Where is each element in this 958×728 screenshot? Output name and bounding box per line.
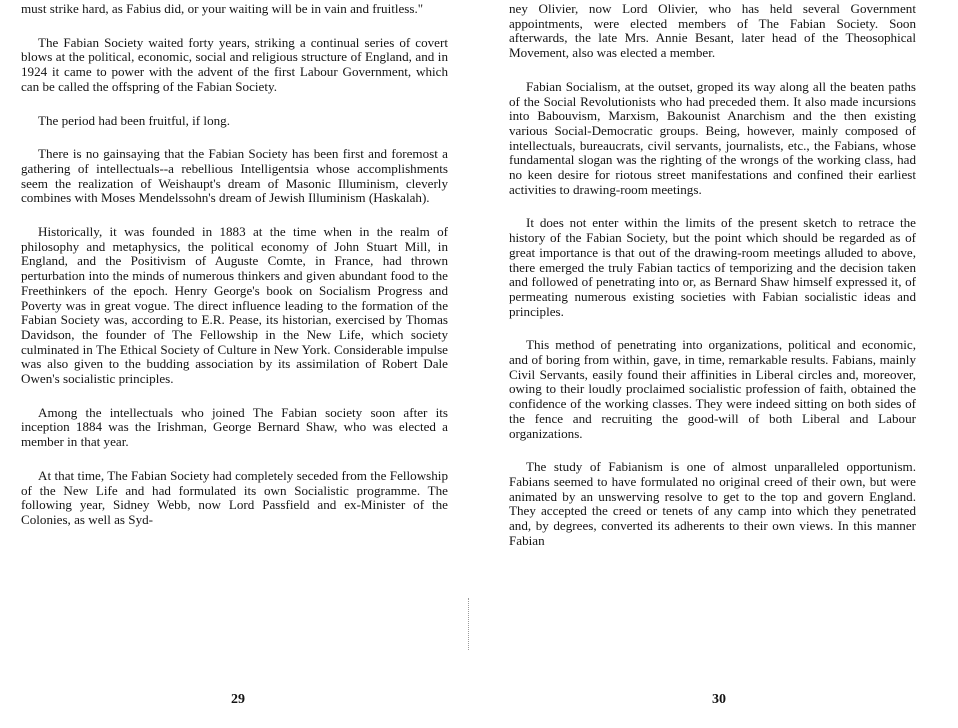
paragraph: There is no gainsaying that the Fabian Society has been first and foremost a gathering of intellectuals--a rebellious Intelligentsia whose accomplishments seem the realization of Weishaupt's dream of Masonic Illuminism, cleverly combines with Moses Mendelssohn's dream of Jewish Illuminism (Haskalah). — [21, 146, 448, 206]
gutter-mark — [468, 598, 470, 650]
paragraph: It does not enter within the limits of the present sketch to retrace the history of the Fabian Society, but the point which should be regarded as of great importance is that out of the drawing-room meetings alluded to above, there emerged the truly Fabian tactics of temporizing and the decision taken and followed of penetrating into or, as Bernard Shaw himself expressed it, of permeating numerous existing societies with Fabian socialistic ideas and principles. — [509, 215, 916, 319]
paragraph: The Fabian Society waited forty years, striking a continual series of covert blows at the political, economic, social and religious structure of England, and in 1924 it came to power with the advent of the first Labour Government, which can be called the offspring of the Fabian Society. — [21, 34, 448, 94]
paragraph: This method of penetrating into organizations, political and economic, and of boring from within, gave, in time, remarkable results. Fabians, mainly Civil Servants, easily found their affinities in Liberal circles and, moreover, owing to their loudly proclaimed socialistic profession of faith, obtained the confidence of the working classes. They were indeed sitting on both sides of the fence and recruiting the good-will of both Liberal and Labour organizations. — [509, 337, 916, 441]
paragraph: At that time, The Fabian Society had completely seceded from the Fellowship of the New Life and had formulated its own Socialistic programme. The following year, Sidney Webb, now Lord Passfield and ex-Minister of the Colonies, as well as Syd- — [21, 467, 448, 527]
page-number: 29 — [231, 692, 245, 707]
right-text-column — [509, 2, 916, 568]
paragraph: must strike hard, as Fabius did, or your waiting will be in vain and fruitless." — [21, 1, 424, 16]
left-text-column — [21, 2, 448, 547]
paragraph: ney Olivier, now Lord Olivier, who has held several Government appointments, were elected members of The Fabian Society. Soon afterwards, the late Mrs. Annie Besant, later head of the Theosophical Movement, also was elected a member. — [509, 1, 916, 61]
paragraph: Fabian Socialism, at the outset, groped its way along all the beaten paths of the Social Revolutionists who had preceded them. It also made incursions into Babouvism, Marxism, Bakounist Anarchism and the then existing various Social-Democratic groups. Being, however, mainly composed of intellectuals, bureaucrats, civil servants, journalists, etc., the Fabians, whose fundamental slogan was the righting of the wrongs of the working class, had no keen desire for riotous street manifestations and confined their earliest activities to drawing-room meetings. — [509, 78, 916, 197]
paragraph: The period had been fruitful, if long. — [38, 112, 230, 128]
right-page — [479, 0, 958, 728]
page-number: 30 — [712, 692, 726, 707]
paragraph: Among the intellectuals who joined The Fabian society soon after its inception 1884 was the Irishman, George Bernard Shaw, who was elected a member in that year. — [21, 404, 448, 450]
paragraph: Historically, it was founded in 1883 at the time when in the realm of philosophy and metaphysics, the political economy of John Stuart Mill, in England, and the Positivism of Auguste Comte, in France, had thrown perturbation into the minds of numerous thinkers and given abundant food to the Freethinkers of the epoch. Henry George's book on Socialism Progress and Poverty was in great vogue. The direct influence leading to the formation of the Fabian Society was, according to E.R. Pease, its historian, exercised by Thomas Davidson, the founder of The Fellowship in the New Life, which society culminated in The Ethical Society of Culture in New York. Considerable impulse was also given to the budding association by its assimilation of Robert Dale Owen's socialistic principles. — [21, 224, 448, 387]
paragraph: The study of Fabianism is one of almost unparalleled opportunism. Fabians seemed to have formulated no original creed of their own, but were animated by an unswerving resolve to get to the top and govern England. They accepted the creed or tenets of any camp into which they penetrated and, by degrees, converted its adherents to their own views. In this manner Fabian — [509, 459, 916, 548]
